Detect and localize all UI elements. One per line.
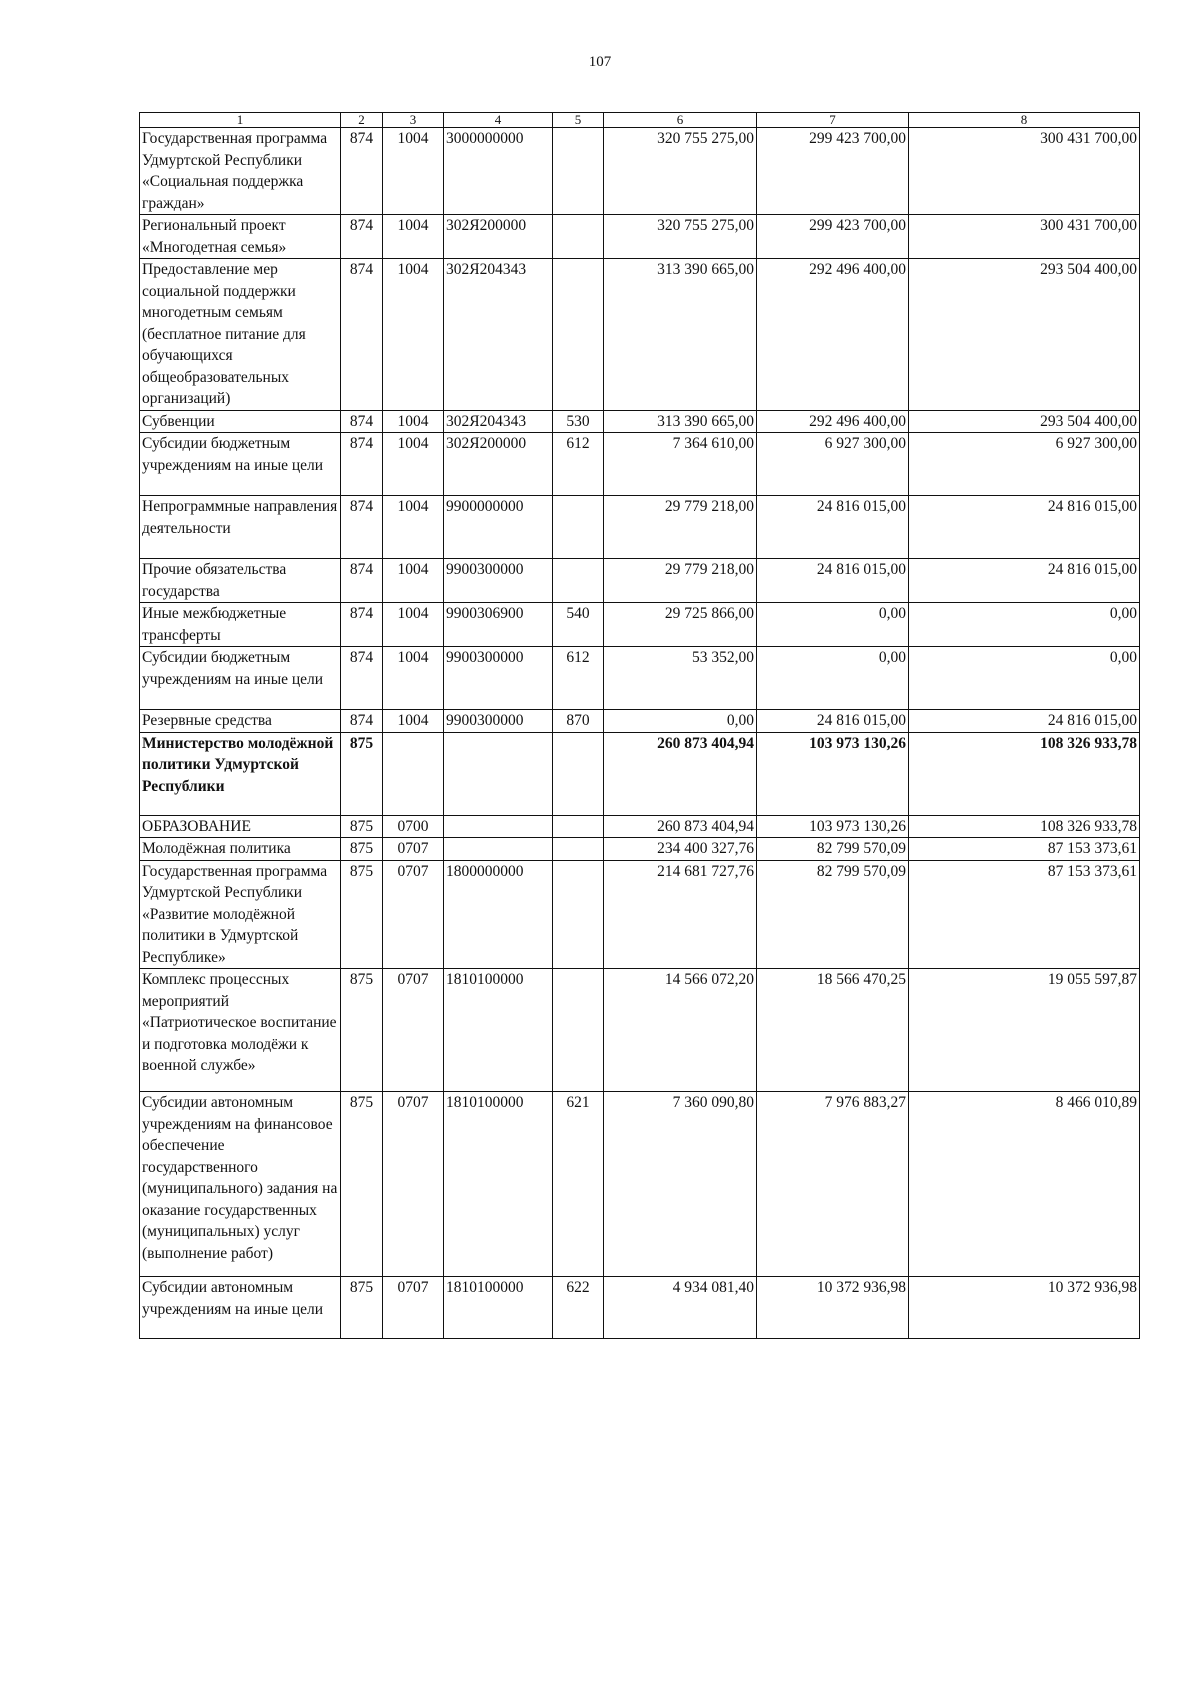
row-value-cell: 320 755 275,00	[604, 128, 757, 215]
page-number: 107	[588, 54, 612, 70]
row-value-cell: 540	[553, 603, 604, 647]
row-value-cell	[553, 815, 604, 838]
row-value-cell: 874	[341, 603, 383, 647]
row-value-cell: 612	[553, 647, 604, 710]
row-name-cell: Комплекс процессных мероприятий «Патриотическое воспитание и подготовка молодёжи к военной службе»	[140, 969, 341, 1092]
row-value-cell: 7 360 090,80	[604, 1092, 757, 1277]
row-value-cell: 292 496 400,00	[757, 410, 909, 433]
column-number-row	[140, 113, 1140, 128]
table-row	[140, 410, 1140, 433]
row-name-cell: Министерство молодёжной политики Удмуртской Республики	[140, 732, 341, 815]
budget-table	[139, 112, 1140, 1339]
row-value-cell	[383, 732, 444, 815]
row-value-cell: 0707	[383, 969, 444, 1092]
row-value-cell: 302Я200000	[444, 215, 553, 259]
row-value-cell: 1004	[383, 128, 444, 215]
row-value-cell: 612	[553, 433, 604, 496]
row-value-cell: 9900300000	[444, 647, 553, 710]
row-value-cell: 9900000000	[444, 496, 553, 559]
table-row	[140, 496, 1140, 559]
row-value-cell: 19 055 597,87	[909, 969, 1140, 1092]
row-value-cell: 1004	[383, 647, 444, 710]
row-value-cell: 313 390 665,00	[604, 410, 757, 433]
row-value-cell: 875	[341, 838, 383, 861]
row-name-cell: Субсидии бюджетным учреждениям на иные цели	[140, 647, 341, 710]
row-value-cell: 9900300000	[444, 710, 553, 733]
row-value-cell: 299 423 700,00	[757, 215, 909, 259]
row-value-cell	[553, 838, 604, 861]
row-value-cell: 1004	[383, 710, 444, 733]
row-value-cell: 874	[341, 128, 383, 215]
row-value-cell	[444, 838, 553, 861]
row-value-cell: 3000000000	[444, 128, 553, 215]
row-value-cell: 0,00	[757, 647, 909, 710]
row-name-cell: Резервные средства	[140, 710, 341, 733]
row-value-cell: 18 566 470,25	[757, 969, 909, 1092]
row-value-cell: 24 816 015,00	[757, 559, 909, 603]
row-value-cell: 234 400 327,76	[604, 838, 757, 861]
table-row	[140, 647, 1140, 710]
row-value-cell: 874	[341, 559, 383, 603]
column-number: 1	[140, 113, 341, 128]
row-value-cell: 29 779 218,00	[604, 559, 757, 603]
table-row	[140, 433, 1140, 496]
row-name-cell: Предоставление мер социальной поддержки многодетным семьям (бесплатное питание для обучающихся общеобразовательных организаций)	[140, 259, 341, 411]
row-value-cell: 874	[341, 259, 383, 411]
row-value-cell	[553, 969, 604, 1092]
row-value-cell: 87 153 373,61	[909, 860, 1140, 969]
column-number: 6	[604, 113, 757, 128]
row-value-cell	[553, 559, 604, 603]
row-value-cell: 0700	[383, 815, 444, 838]
row-name-cell: Субвенции	[140, 410, 341, 433]
row-value-cell: 302Я204343	[444, 410, 553, 433]
row-value-cell: 875	[341, 969, 383, 1092]
row-value-cell: 8 466 010,89	[909, 1092, 1140, 1277]
row-value-cell: 293 504 400,00	[909, 259, 1140, 411]
row-name-cell: Иные межбюджетные трансферты	[140, 603, 341, 647]
row-value-cell: 82 799 570,09	[757, 860, 909, 969]
row-value-cell: 24 816 015,00	[757, 710, 909, 733]
row-value-cell: 7 364 610,00	[604, 433, 757, 496]
row-value-cell: 621	[553, 1092, 604, 1277]
row-name-cell: Непрограммные направления деятельности	[140, 496, 341, 559]
row-value-cell: 214 681 727,76	[604, 860, 757, 969]
row-value-cell: 874	[341, 647, 383, 710]
row-value-cell: 108 326 933,78	[909, 815, 1140, 838]
row-value-cell: 87 153 373,61	[909, 838, 1140, 861]
table-row	[140, 128, 1140, 215]
row-value-cell: 874	[341, 496, 383, 559]
row-value-cell: 1810100000	[444, 1092, 553, 1277]
row-value-cell: 0707	[383, 1092, 444, 1277]
table-row	[140, 710, 1140, 733]
row-value-cell: 320 755 275,00	[604, 215, 757, 259]
row-value-cell: 0707	[383, 860, 444, 969]
row-value-cell	[553, 215, 604, 259]
row-name-cell: Молодёжная политика	[140, 838, 341, 861]
row-value-cell: 1004	[383, 259, 444, 411]
row-value-cell: 293 504 400,00	[909, 410, 1140, 433]
row-value-cell: 530	[553, 410, 604, 433]
row-value-cell: 9900300000	[444, 559, 553, 603]
row-value-cell: 1004	[383, 559, 444, 603]
row-value-cell: 108 326 933,78	[909, 732, 1140, 815]
row-value-cell	[553, 732, 604, 815]
row-value-cell: 24 816 015,00	[909, 710, 1140, 733]
row-value-cell: 10 372 936,98	[909, 1277, 1140, 1339]
row-value-cell: 874	[341, 215, 383, 259]
row-value-cell: 0707	[383, 838, 444, 861]
row-value-cell: 0,00	[604, 710, 757, 733]
row-value-cell: 4 934 081,40	[604, 1277, 757, 1339]
row-name-cell: Субсидии автономным учреждениям на иные цели	[140, 1277, 341, 1339]
table-row	[140, 215, 1140, 259]
table-row	[140, 603, 1140, 647]
row-value-cell	[553, 496, 604, 559]
row-value-cell: 874	[341, 410, 383, 433]
row-value-cell: 1004	[383, 603, 444, 647]
row-value-cell	[444, 815, 553, 838]
row-value-cell: 875	[341, 815, 383, 838]
row-value-cell: 53 352,00	[604, 647, 757, 710]
table-row	[140, 1277, 1140, 1339]
column-number: 8	[909, 113, 1140, 128]
row-value-cell	[553, 860, 604, 969]
row-name-cell: Государственная программа Удмуртской Республики «Социальная поддержка граждан»	[140, 128, 341, 215]
row-value-cell	[553, 259, 604, 411]
row-value-cell: 299 423 700,00	[757, 128, 909, 215]
row-value-cell: 0,00	[909, 603, 1140, 647]
table-row	[140, 259, 1140, 411]
row-value-cell: 260 873 404,94	[604, 815, 757, 838]
row-value-cell	[444, 732, 553, 815]
table-row	[140, 969, 1140, 1092]
row-value-cell: 1004	[383, 433, 444, 496]
row-name-cell: Прочие обязательства государства	[140, 559, 341, 603]
row-value-cell: 24 816 015,00	[909, 559, 1140, 603]
row-value-cell: 24 816 015,00	[757, 496, 909, 559]
column-number: 4	[444, 113, 553, 128]
row-value-cell: 6 927 300,00	[909, 433, 1140, 496]
column-number: 2	[341, 113, 383, 128]
row-name-cell: ОБРАЗОВАНИЕ	[140, 815, 341, 838]
row-value-cell: 0707	[383, 1277, 444, 1339]
row-value-cell: 7 976 883,27	[757, 1092, 909, 1277]
column-number: 3	[383, 113, 444, 128]
table-row	[140, 838, 1140, 861]
row-value-cell: 874	[341, 710, 383, 733]
table-row	[140, 1092, 1140, 1277]
row-value-cell: 0,00	[909, 647, 1140, 710]
row-value-cell: 622	[553, 1277, 604, 1339]
row-value-cell: 302Я200000	[444, 433, 553, 496]
row-value-cell: 10 372 936,98	[757, 1277, 909, 1339]
row-value-cell: 24 816 015,00	[909, 496, 1140, 559]
row-value-cell: 9900306900	[444, 603, 553, 647]
column-number: 5	[553, 113, 604, 128]
row-value-cell: 82 799 570,09	[757, 838, 909, 861]
row-value-cell: 103 973 130,26	[757, 732, 909, 815]
row-value-cell	[553, 128, 604, 215]
row-value-cell: 300 431 700,00	[909, 128, 1140, 215]
row-value-cell: 103 973 130,26	[757, 815, 909, 838]
table-row	[140, 732, 1140, 815]
row-value-cell: 875	[341, 732, 383, 815]
table-row	[140, 815, 1140, 838]
row-value-cell: 0,00	[757, 603, 909, 647]
table-row	[140, 559, 1140, 603]
row-value-cell: 260 873 404,94	[604, 732, 757, 815]
row-value-cell: 302Я204343	[444, 259, 553, 411]
column-number: 7	[757, 113, 909, 128]
row-value-cell: 29 779 218,00	[604, 496, 757, 559]
row-name-cell: Региональный проект «Многодетная семья»	[140, 215, 341, 259]
row-value-cell: 875	[341, 1277, 383, 1339]
row-value-cell: 300 431 700,00	[909, 215, 1140, 259]
row-value-cell: 14 566 072,20	[604, 969, 757, 1092]
row-value-cell: 1004	[383, 496, 444, 559]
row-value-cell: 1004	[383, 215, 444, 259]
row-value-cell: 313 390 665,00	[604, 259, 757, 411]
row-value-cell: 870	[553, 710, 604, 733]
row-name-cell: Субсидии бюджетным учреждениям на иные цели	[140, 433, 341, 496]
row-value-cell: 875	[341, 1092, 383, 1277]
row-value-cell: 6 927 300,00	[757, 433, 909, 496]
row-value-cell: 29 725 866,00	[604, 603, 757, 647]
table-row	[140, 860, 1140, 969]
row-value-cell: 874	[341, 433, 383, 496]
row-value-cell: 292 496 400,00	[757, 259, 909, 411]
row-value-cell: 1810100000	[444, 1277, 553, 1339]
row-value-cell: 875	[341, 860, 383, 969]
row-value-cell: 1810100000	[444, 969, 553, 1092]
row-value-cell: 1800000000	[444, 860, 553, 969]
row-value-cell: 1004	[383, 410, 444, 433]
row-name-cell: Субсидии автономным учреждениям на финансовое обеспечение государственного (муниципального) задания на оказание государственных (муниципальных) услуг (выполнение работ)	[140, 1092, 341, 1277]
row-name-cell: Государственная программа Удмуртской Республики «Развитие молодёжной политики в Удмуртской Республике»	[140, 860, 341, 969]
